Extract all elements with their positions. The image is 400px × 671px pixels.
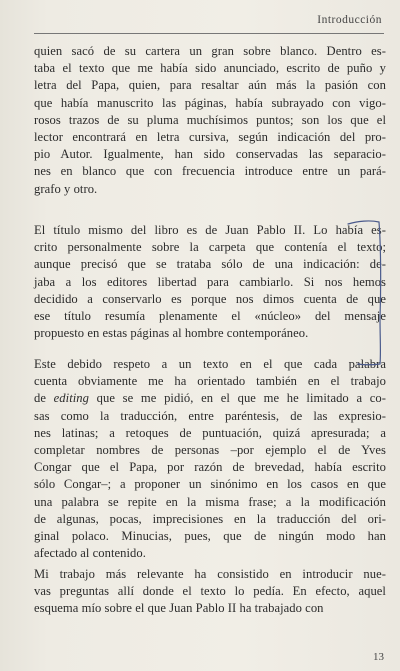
text-line: jaba a los editores libertad para cambiarlo. Si nos hemos xyxy=(34,274,386,289)
text-line: grafo y otro. xyxy=(34,181,98,196)
text-line: nes en blanco que con frecuencia introduce entre un pará- xyxy=(34,164,386,179)
text-line: una palabra se repite en la misma frase; a la modificación xyxy=(34,494,386,509)
paragraph-1 xyxy=(34,43,386,198)
text-line: de algunas, pocas, imprecisiones en la traducción del ori- xyxy=(34,511,386,526)
text-line: taba el texto que me había sido anunciado, escrito de puño y xyxy=(34,61,386,76)
text-line: de editing que se me pidió, en el que me he limitado a co- xyxy=(34,391,386,406)
text-line: letra del Papa, quien, para resaltar aún más la pasión con xyxy=(34,78,386,93)
text-line: pio Autor. Igualmente, han sido conservadas las separacio- xyxy=(34,147,386,162)
text-line: quien sacó de su cartera un gran sobre blanco. Dentro es- xyxy=(34,44,386,58)
text-line: crito personalmente sobre la carpeta que contenía el texto; xyxy=(34,240,386,255)
text-line: rosos trazos de su pluma muchísimos puntos; son los que el xyxy=(34,112,386,127)
text-line: lector encontrará en letra cursiva, según indicación del pro- xyxy=(34,130,386,145)
running-head: Introducción xyxy=(317,14,382,26)
text-line: cuenta obviamente me ha orientado también en el trabajo xyxy=(34,374,386,389)
paragraph-3 xyxy=(34,356,386,562)
text-line: que había manuscrito las páginas, había subrayado con vigo- xyxy=(34,95,386,110)
text-line: esquema mío sobre el que Juan Pablo II ha trabajado con xyxy=(34,601,324,616)
paragraph-4 xyxy=(34,566,386,618)
text-line: decidido a conservarlo es porque nos dimos cuenta de que xyxy=(34,291,386,306)
text-line: Este debido respeto a un texto en el que cada palabra xyxy=(34,357,386,371)
text-line: Mi trabajo más relevante ha consistido en introducir nue- xyxy=(34,567,386,581)
text-line: El título mismo del libro es de Juan Pablo II. Lo había es- xyxy=(34,223,386,237)
header-rule xyxy=(34,33,384,34)
text-line: sas como la traducción, entre paréntesis, de las expresio- xyxy=(34,408,386,423)
text-line: sólo Congar–; a proponer un sinónimo en los casos en que xyxy=(34,477,386,492)
text-line: Congar que el Papa, por razón de brevedad, había escrito xyxy=(34,460,386,475)
text-line: propuesto en estas páginas al hombre contemporáneo. xyxy=(34,326,309,341)
text-line: nes latinas; a retoques de puntuación, quizá apresurada; a xyxy=(34,425,386,440)
paragraph-2 xyxy=(34,222,386,342)
text-line: aunque precisó que se trataba sólo de una indicación: de- xyxy=(34,257,386,272)
text-line: vas preguntas allí donde el texto lo pedía. En efecto, aquel xyxy=(34,584,386,599)
text-line: completar nombres de personas –por ejemplo el de Yves xyxy=(34,443,386,458)
text-line: ese título resumía plenamente el «núcleo» del mensaje xyxy=(34,309,386,324)
text-line: ginal polaco. Minucias, pues, que de ningún modo han xyxy=(34,529,386,544)
text-line: afectado al contenido. xyxy=(34,546,146,561)
page-number: 13 xyxy=(373,651,384,663)
